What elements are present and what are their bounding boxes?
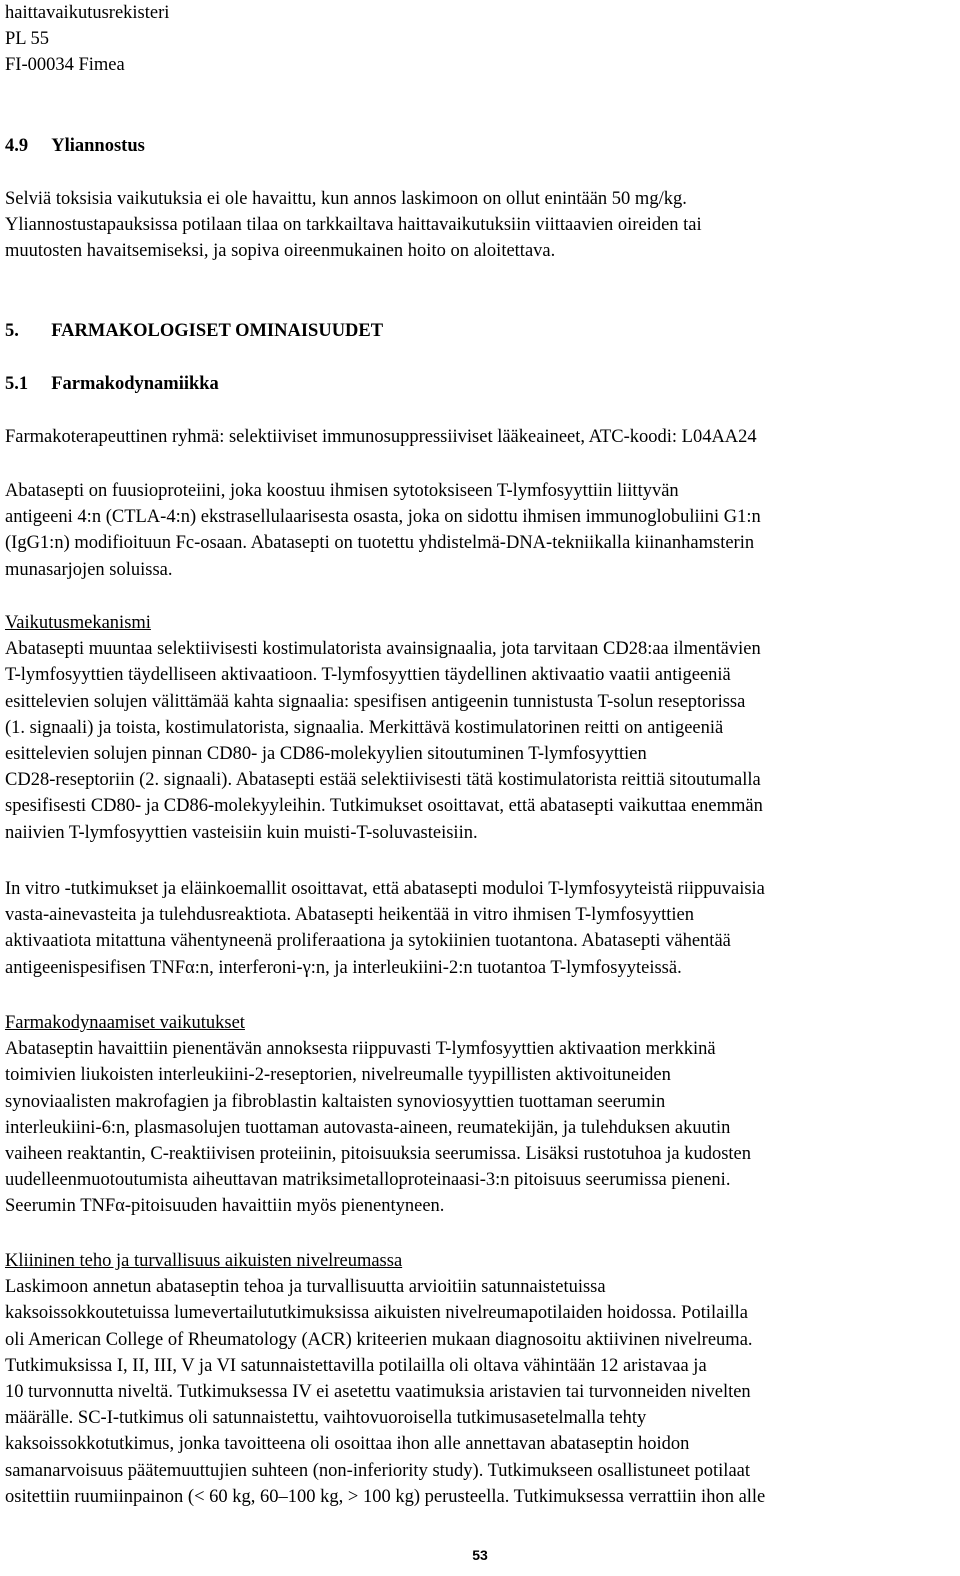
paragraph-line: oli American College of Rheumatology (ACR) kriteerien mukaan diagnosoitu aktiivinen nivelreuma. (5, 1329, 753, 1350)
address-line: PL 55 (5, 29, 50, 50)
section-4-9-heading: 4.9 Yliannostus (5, 136, 145, 156)
paragraph-line: T-lymfosyyttien täydelliseen aktivaatioon. T-lymfosyyttien täydellinen aktivaatio vaatii antigeeniä (5, 665, 731, 686)
mechanism-section (5, 610, 955, 846)
address-block (5, 0, 955, 79)
paragraph-line: Abataseptin havaittiin pienentävän annoksesta riippuvasti T-lymfosyyttien aktivaation merkkinä (5, 1039, 716, 1060)
page-number: 53 (472, 1547, 488, 1563)
section-5-heading: 5. FARMAKOLOGISET OMINAISUUDET (5, 321, 384, 341)
paragraph-line: Farmakoterapeuttinen ryhmä: selektiiviset immunosuppressiiviset lääkeaineet, ATC-koodi: L04AA24 (5, 427, 757, 447)
paragraph-line: Yliannostustapauksissa potilaan tilaa on tarkkailtava haittavaikutuksiin viittaavien oireiden tai (5, 215, 702, 236)
overdose-paragraph (5, 186, 955, 265)
paragraph-line: ositettiin ruumiinpainon (< 60 kg, 60–100 kg, > 100 kg) perusteella. Tutkimuksessa verrattiin ihon alle (5, 1486, 766, 1507)
subsection-title: Kliininen teho ja turvallisuus aikuisten nivelreumassa (5, 1251, 403, 1271)
paragraph-line: antigeeni 4:n (CTLA-4:n) ekstrasellulaarisesta osasta, joka on sidottu ihmisen immunoglobuliini G1:n (5, 507, 761, 528)
paragraph-line: In vitro -tutkimukset ja eläinkoemallit osoittavat, että abatasepti moduloi T-lymfosyyteistä riippuvaisia (5, 879, 765, 899)
paragraph-line: munasarjojen soluissa. (5, 559, 173, 580)
paragraph-line: Abatasepti on fuusioproteiini, joka koostuu ihmisen sytotoksiseen T-lymfosyyttiin liittyvän (5, 481, 679, 501)
paragraph-line: (1. signaali) ja toista, kostimulatorista, signaalia. Merkittävä kostimulatorinen reitti on antigeeniä (5, 717, 724, 738)
paragraph-line: 10 turvonnutta niveltä. Tutkimuksessa IV ei asetettu vaatimuksia aristavien tai turvonneiden nivelten (5, 1382, 751, 1403)
paragraph-line: synoviaalisten makrofagien ja fibroblastin kaltaisten synoviosyyttien tuottaman seerumin (5, 1091, 666, 1112)
paragraph-line: Selviä toksisia vaikutuksia ei ole havaittu, kun annos laskimoon on ollut enintään 50 mg/kg. (5, 189, 687, 209)
subsection-title: Vaikutusmekanismi (5, 613, 151, 633)
subsection-title: Farmakodynaamiset vaikutukset (5, 1013, 245, 1033)
paragraph-line: esittelevien solujen välittämää kahta signaalia: spesifisen antigeenin tunnistusta T-solun reseptorissa (5, 691, 746, 712)
paragraph-line: Laskimoon annetun abataseptin tehoa ja turvallisuutta arvioitiin satunnaistetuissa (5, 1277, 606, 1298)
paragraph-line: Seerumin TNFα-pitoisuuden havaittiin myös pienentyneen. (5, 1196, 445, 1217)
paragraph-line: kaksoissokkoutetuissa lumevertailututkimuksissa aikuisten nivelreumapotilaiden hoidossa. Potilailla (5, 1303, 748, 1324)
clinical-efficacy-section (5, 1248, 955, 1510)
paragraph-line: antigeenispesifisen TNFα:n, interferoni-γ:n, ja interleukiini-2:n tuotantoa T-lymfosyyteissä. (5, 957, 682, 978)
paragraph-line: CD28-reseptoriin (2. signaali). Abatasepti estää selektiivisesti tätä kostimulatorista reittiä sitoutumalla (5, 770, 761, 791)
paragraph-line: naiivien T-lymfosyyttien vasteisiin kuin muisti-T-soluvasteisiin. (5, 822, 478, 843)
address-line: haittavaikutusrekisteri (5, 3, 170, 23)
invitro-paragraph (5, 876, 955, 981)
paragraph-line: muutosten havaitsemiseksi, ja sopiva oireenmukainen hoito on aloitettava. (5, 241, 556, 262)
atc-code-line (5, 424, 955, 450)
paragraph-line: (IgG1:n) modifioituun Fc-osaan. Abatasepti on tuotettu yhdistelmä-DNA-tekniikalla kiinanhamsterin (5, 533, 755, 554)
paragraph-line: määrälle. SC-I-tutkimus oli satunnaistettu, vaihtovuoroisella tutkimusasetelmalla tehty (5, 1408, 647, 1429)
section-5-1-heading: 5.1 Farmakodynamiikka (5, 374, 219, 394)
paragraph-line: spesifisesti CD80- ja CD86-molekyyleihin. Tutkimukset osoittavat, että abatasepti vaikuttaa enemmän (5, 796, 763, 817)
paragraph-line: Tutkimuksissa I, II, III, V ja VI satunnaistettavilla potilailla oli oltava vähintään 12 aristavaa ja (5, 1355, 707, 1376)
pharmacodynamic-effects-section (5, 1010, 955, 1220)
paragraph-line: uudelleenmuotoutumista aiheuttavan matriksimetalloproteinaasi-3:n pitoisuus seerumissa pieneni. (5, 1170, 731, 1191)
paragraph-line: kaksoissokkotutkimus, jonka tavoitteena oli osoittaa ihon alle annettavan abataseptin hoidon (5, 1434, 690, 1455)
paragraph-line: toimivien liukoisten interleukiini-2-reseptorien, nivelreumalle tyypillisten aktivoituneiden (5, 1065, 671, 1086)
paragraph-line: samanarvoisuus päätemuuttujien suhteen (non-inferiority study). Tutkimukseen osallistuneet potilaat (5, 1460, 751, 1481)
paragraph-line: vaiheen reaktantin, C-reaktiivisen proteiinin, pitoisuuksia seerumissa. Lisäksi rustotuhoa ja kudosten (5, 1144, 752, 1165)
paragraph-line: vasta-ainevasteita ja tulehdusreaktiota. Abatasepti heikentää in vitro ihmisen T-lymfosyyttien (5, 905, 694, 926)
paragraph-line: interleukiini-6:n, plasmasolujen tuottaman autovasta-aineen, reumatekijän, ja tulehduksen akuutin (5, 1117, 731, 1138)
abatacept-intro-paragraph (5, 478, 955, 583)
address-line: FI-00034 Fimea (5, 55, 125, 76)
paragraph-line: aktivaatiota mitattuna vähentyneenä proliferaationa ja sytokiinien tuotantona. Abatasepti vähentää (5, 931, 731, 952)
paragraph-line: Abatasepti muuntaa selektiivisesti kostimulatorista avainsignaalia, jota tarvitaan CD28:aa ilmentävien (5, 639, 761, 660)
paragraph-line: esittelevien solujen pinnan CD80- ja CD86-molekyylien sitoutuminen T-lymfosyyttien (5, 744, 647, 765)
